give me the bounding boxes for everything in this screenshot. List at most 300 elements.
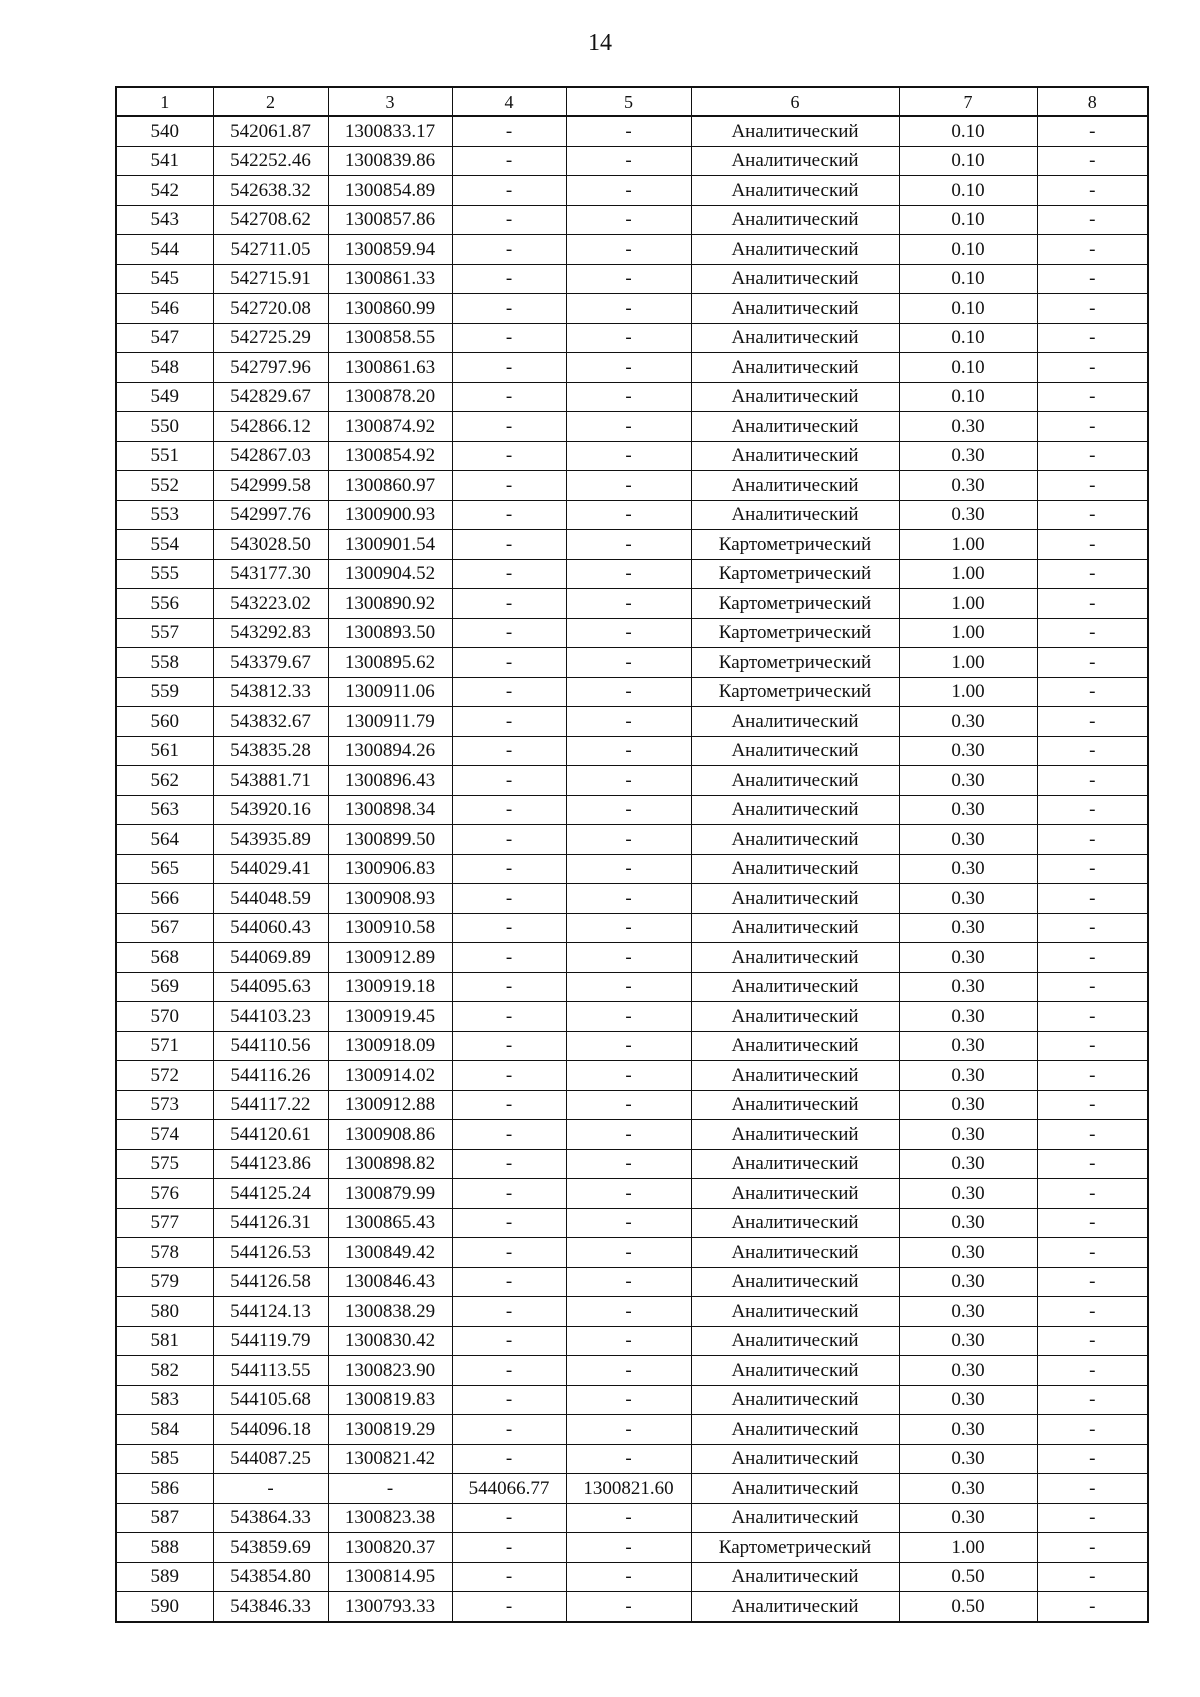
table-cell: 544029.41: [213, 854, 328, 884]
table-cell: -: [1037, 1592, 1148, 1622]
table-row: [116, 677, 1148, 707]
table-cell: -: [452, 1415, 566, 1445]
table-row: [116, 1326, 1148, 1356]
table-cell: 552: [116, 471, 213, 501]
table-cell: -: [1037, 500, 1148, 530]
column-header: 3: [328, 87, 452, 116]
table-cell: -: [566, 589, 691, 619]
table-cell: -: [452, 264, 566, 294]
table-cell: 542866.12: [213, 412, 328, 442]
table-cell: 572: [116, 1061, 213, 1091]
table-cell: 549: [116, 382, 213, 412]
table-cell: 1300857.86: [328, 205, 452, 235]
table-cell: -: [452, 323, 566, 353]
table-cell: 567: [116, 913, 213, 943]
table-cell: -: [452, 1238, 566, 1268]
table-cell: 0.10: [899, 205, 1037, 235]
table-cell: -: [452, 205, 566, 235]
table-cell: 543920.16: [213, 795, 328, 825]
table-cell: -: [566, 1179, 691, 1209]
table-cell: 559: [116, 677, 213, 707]
table-cell: 0.30: [899, 972, 1037, 1002]
table-cell: 0.10: [899, 116, 1037, 146]
table-row: [116, 441, 1148, 471]
table-cell: 0.30: [899, 1090, 1037, 1120]
table-cell: 581: [116, 1326, 213, 1356]
table-cell: 1300912.89: [328, 943, 452, 973]
table-cell: 547: [116, 323, 213, 353]
page-number: 14: [588, 30, 612, 56]
table-cell: -: [1037, 1385, 1148, 1415]
table-cell: -: [566, 146, 691, 176]
table-cell: -: [452, 559, 566, 589]
table-row: [116, 943, 1148, 973]
table-cell: -: [566, 1385, 691, 1415]
table-cell: Аналитический: [691, 382, 899, 412]
table-cell: 558: [116, 648, 213, 678]
table-cell: -: [452, 1179, 566, 1209]
table-cell: -: [452, 1090, 566, 1120]
table-cell: -: [1037, 382, 1148, 412]
table-row: [116, 854, 1148, 884]
table-cell: -: [1037, 795, 1148, 825]
table-cell: 543292.83: [213, 618, 328, 648]
table-cell: -: [1037, 1061, 1148, 1091]
table-cell: 542997.76: [213, 500, 328, 530]
table-cell: 543812.33: [213, 677, 328, 707]
table-cell: -: [566, 353, 691, 383]
table-row: [116, 500, 1148, 530]
table-cell: 548: [116, 353, 213, 383]
table-cell: Аналитический: [691, 1297, 899, 1327]
table-cell: -: [566, 1356, 691, 1386]
table-cell: -: [566, 884, 691, 914]
table-cell: -: [452, 648, 566, 678]
table-cell: -: [1037, 530, 1148, 560]
table-cell: -: [1037, 1444, 1148, 1474]
table-cell: -: [452, 471, 566, 501]
table-cell: 1300849.42: [328, 1238, 452, 1268]
table-cell: -: [566, 205, 691, 235]
table-cell: -: [1037, 1031, 1148, 1061]
table-cell: -: [1037, 943, 1148, 973]
table-cell: 579: [116, 1267, 213, 1297]
table-cell: 0.50: [899, 1592, 1037, 1622]
table-cell: 544060.43: [213, 913, 328, 943]
table-cell: -: [1037, 1120, 1148, 1150]
table-cell: 542061.87: [213, 116, 328, 146]
table-cell: 0.30: [899, 766, 1037, 796]
table-cell: 578: [116, 1238, 213, 1268]
table-cell: -: [213, 1474, 328, 1504]
table-row: [116, 1238, 1148, 1268]
table-body: [116, 116, 1148, 1622]
table-cell: -: [1037, 1297, 1148, 1327]
table-cell: 551: [116, 441, 213, 471]
table-cell: 0.10: [899, 294, 1037, 324]
table-cell: -: [452, 1444, 566, 1474]
table-cell: -: [1037, 1562, 1148, 1592]
table-cell: -: [452, 972, 566, 1002]
table-cell: -: [1037, 1002, 1148, 1032]
table-cell: Аналитический: [691, 176, 899, 206]
table-cell: 544126.31: [213, 1208, 328, 1238]
table-row: [116, 559, 1148, 589]
table-cell: Аналитический: [691, 825, 899, 855]
table-cell: -: [452, 589, 566, 619]
table-cell: 542797.96: [213, 353, 328, 383]
table-cell: 544113.55: [213, 1356, 328, 1386]
table-cell: -: [452, 353, 566, 383]
table-cell: 543881.71: [213, 766, 328, 796]
table-cell: 0.30: [899, 1002, 1037, 1032]
table-cell: 580: [116, 1297, 213, 1327]
table-cell: -: [452, 500, 566, 530]
table-cell: 1300898.34: [328, 795, 452, 825]
table-cell: Аналитический: [691, 766, 899, 796]
table-cell: -: [1037, 471, 1148, 501]
table-cell: -: [452, 1533, 566, 1563]
table-cell: 0.30: [899, 500, 1037, 530]
table-row: [116, 972, 1148, 1002]
table-cell: -: [452, 116, 566, 146]
table-cell: 0.30: [899, 412, 1037, 442]
table-cell: 0.30: [899, 884, 1037, 914]
table-cell: Аналитический: [691, 1267, 899, 1297]
table-cell: 544126.53: [213, 1238, 328, 1268]
table-cell: -: [1037, 1503, 1148, 1533]
table-cell: 543864.33: [213, 1503, 328, 1533]
table-cell: -: [566, 972, 691, 1002]
table-cell: 577: [116, 1208, 213, 1238]
table-cell: 560: [116, 707, 213, 737]
table-cell: 553: [116, 500, 213, 530]
table-cell: 0.30: [899, 795, 1037, 825]
table-row: [116, 323, 1148, 353]
table-cell: -: [566, 1267, 691, 1297]
table-row: [116, 1356, 1148, 1386]
table-cell: 1.00: [899, 677, 1037, 707]
table-cell: -: [566, 1533, 691, 1563]
table-cell: 576: [116, 1179, 213, 1209]
table-cell: -: [566, 1238, 691, 1268]
table-cell: 544119.79: [213, 1326, 328, 1356]
table-cell: Аналитический: [691, 1090, 899, 1120]
table-cell: -: [1037, 1238, 1148, 1268]
table-cell: 554: [116, 530, 213, 560]
table-cell: -: [452, 382, 566, 412]
table-cell: 1300860.99: [328, 294, 452, 324]
table-cell: 0.10: [899, 176, 1037, 206]
table-cell: 544066.77: [452, 1474, 566, 1504]
table-cell: 0.30: [899, 1297, 1037, 1327]
table-cell: 0.30: [899, 1179, 1037, 1209]
table-cell: 0.30: [899, 1415, 1037, 1445]
table-cell: -: [452, 146, 566, 176]
table-cell: -: [452, 825, 566, 855]
table-cell: 0.30: [899, 943, 1037, 973]
table-row: [116, 913, 1148, 943]
table-cell: 544069.89: [213, 943, 328, 973]
table-cell: 1300904.52: [328, 559, 452, 589]
table-cell: Картометрический: [691, 559, 899, 589]
table-cell: -: [452, 1149, 566, 1179]
table-cell: -: [566, 1297, 691, 1327]
table-cell: Аналитический: [691, 795, 899, 825]
table-cell: -: [566, 1120, 691, 1150]
table-cell: -: [1037, 264, 1148, 294]
column-header: 1: [116, 87, 213, 116]
table-cell: 1300823.38: [328, 1503, 452, 1533]
table-cell: 562: [116, 766, 213, 796]
table-cell: 544095.63: [213, 972, 328, 1002]
table-row: [116, 1061, 1148, 1091]
table-cell: 1300911.79: [328, 707, 452, 737]
table-cell: 1300912.88: [328, 1090, 452, 1120]
table-cell: 1300901.54: [328, 530, 452, 560]
table-row: [116, 589, 1148, 619]
table-cell: 1300793.33: [328, 1592, 452, 1622]
table-cell: -: [1037, 884, 1148, 914]
table-cell: -: [452, 1385, 566, 1415]
table-cell: -: [1037, 441, 1148, 471]
table-cell: 0.30: [899, 1385, 1037, 1415]
table-cell: Аналитический: [691, 972, 899, 1002]
table-row: [116, 146, 1148, 176]
table-cell: -: [566, 441, 691, 471]
table-cell: -: [452, 1592, 566, 1622]
table-cell: 1.00: [899, 589, 1037, 619]
table-cell: -: [452, 766, 566, 796]
table-row: [116, 1474, 1148, 1504]
table-cell: Аналитический: [691, 1208, 899, 1238]
table-cell: 542: [116, 176, 213, 206]
table-cell: Аналитический: [691, 353, 899, 383]
table-row: [116, 1444, 1148, 1474]
table-cell: -: [1037, 1179, 1148, 1209]
table-cell: 542720.08: [213, 294, 328, 324]
table-cell: 544103.23: [213, 1002, 328, 1032]
table-cell: 544110.56: [213, 1031, 328, 1061]
table-cell: 0.30: [899, 1267, 1037, 1297]
table-cell: 543028.50: [213, 530, 328, 560]
table-cell: 1300918.09: [328, 1031, 452, 1061]
table-cell: Картометрический: [691, 1533, 899, 1563]
table-cell: 0.10: [899, 323, 1037, 353]
table-cell: -: [566, 736, 691, 766]
column-header: 8: [1037, 87, 1148, 116]
table-cell: 543379.67: [213, 648, 328, 678]
table-cell: Картометрический: [691, 648, 899, 678]
table-cell: 1300919.45: [328, 1002, 452, 1032]
table-cell: 544126.58: [213, 1267, 328, 1297]
table-cell: -: [566, 1090, 691, 1120]
table-cell: -: [566, 1562, 691, 1592]
table-cell: -: [452, 1061, 566, 1091]
table-cell: -: [566, 1002, 691, 1032]
table-cell: Аналитический: [691, 1503, 899, 1533]
table-cell: -: [1037, 1267, 1148, 1297]
table-row: [116, 382, 1148, 412]
table-cell: 0.30: [899, 441, 1037, 471]
table-row: [116, 1385, 1148, 1415]
table-cell: 543854.80: [213, 1562, 328, 1592]
table-cell: 1300911.06: [328, 677, 452, 707]
table-cell: -: [1037, 766, 1148, 796]
table-cell: 590: [116, 1592, 213, 1622]
table-cell: 1300860.97: [328, 471, 452, 501]
table-cell: 544: [116, 235, 213, 265]
table-cell: -: [566, 618, 691, 648]
table-cell: Аналитический: [691, 1031, 899, 1061]
table-cell: 587: [116, 1503, 213, 1533]
column-header: 2: [213, 87, 328, 116]
table-cell: -: [566, 1444, 691, 1474]
table-cell: -: [452, 441, 566, 471]
table-cell: Аналитический: [691, 884, 899, 914]
table-cell: 1300898.82: [328, 1149, 452, 1179]
table-cell: 1300894.26: [328, 736, 452, 766]
table-cell: Аналитический: [691, 1415, 899, 1445]
table-cell: -: [452, 884, 566, 914]
table-cell: -: [1037, 205, 1148, 235]
table-cell: Аналитический: [691, 943, 899, 973]
table-cell: 1300910.58: [328, 913, 452, 943]
table-cell: 0.10: [899, 146, 1037, 176]
table-row: [116, 1415, 1148, 1445]
table-cell: 0.30: [899, 913, 1037, 943]
table-cell: 0.10: [899, 264, 1037, 294]
table-row: [116, 1208, 1148, 1238]
table-cell: 0.30: [899, 1149, 1037, 1179]
table-cell: -: [566, 530, 691, 560]
table-cell: 543859.69: [213, 1533, 328, 1563]
table-cell: Аналитический: [691, 1002, 899, 1032]
table-cell: Аналитический: [691, 323, 899, 353]
table-cell: -: [566, 1149, 691, 1179]
table-cell: 1.00: [899, 530, 1037, 560]
table-cell: 0.30: [899, 736, 1037, 766]
table-row: [116, 1179, 1148, 1209]
table-cell: -: [566, 471, 691, 501]
table-cell: -: [452, 1002, 566, 1032]
table-cell: -: [452, 1503, 566, 1533]
table-cell: 544116.26: [213, 1061, 328, 1091]
table-cell: -: [1037, 1356, 1148, 1386]
table-cell: 0.10: [899, 235, 1037, 265]
table-row: [116, 736, 1148, 766]
column-header: 6: [691, 87, 899, 116]
table-cell: 557: [116, 618, 213, 648]
table-cell: Аналитический: [691, 1356, 899, 1386]
table-cell: -: [452, 943, 566, 973]
table-cell: 0.10: [899, 382, 1037, 412]
table-cell: Аналитический: [691, 1149, 899, 1179]
table-row: [116, 205, 1148, 235]
table-cell: -: [1037, 146, 1148, 176]
column-header: 7: [899, 87, 1037, 116]
table-cell: -: [452, 736, 566, 766]
table-cell: -: [452, 795, 566, 825]
table-cell: Картометрический: [691, 618, 899, 648]
table-cell: 1300838.29: [328, 1297, 452, 1327]
table-cell: 542999.58: [213, 471, 328, 501]
table-cell: -: [566, 707, 691, 737]
table-cell: -: [452, 1297, 566, 1327]
table-cell: -: [566, 943, 691, 973]
table-row: [116, 648, 1148, 678]
table-cell: 1300819.29: [328, 1415, 452, 1445]
table-cell: 542711.05: [213, 235, 328, 265]
table-cell: 1300839.86: [328, 146, 452, 176]
table-cell: -: [1037, 677, 1148, 707]
table-cell: Картометрический: [691, 677, 899, 707]
table-cell: Аналитический: [691, 1385, 899, 1415]
table-cell: -: [566, 559, 691, 589]
table-row: [116, 264, 1148, 294]
table-cell: 584: [116, 1415, 213, 1445]
table-cell: Аналитический: [691, 294, 899, 324]
table-cell: -: [566, 677, 691, 707]
table-cell: 555: [116, 559, 213, 589]
column-header: 4: [452, 87, 566, 116]
table-cell: Аналитический: [691, 1592, 899, 1622]
table-cell: 544117.22: [213, 1090, 328, 1120]
table-cell: 542725.29: [213, 323, 328, 353]
table-cell: 541: [116, 146, 213, 176]
table-cell: 544096.18: [213, 1415, 328, 1445]
table-cell: 0.30: [899, 1120, 1037, 1150]
table-cell: Аналитический: [691, 854, 899, 884]
table-cell: 543177.30: [213, 559, 328, 589]
table-cell: -: [452, 1356, 566, 1386]
table-cell: -: [452, 235, 566, 265]
table-cell: 542638.32: [213, 176, 328, 206]
table-cell: Аналитический: [691, 1326, 899, 1356]
table-cell: -: [566, 235, 691, 265]
table-cell: -: [566, 913, 691, 943]
table-cell: 543832.67: [213, 707, 328, 737]
table-cell: Аналитический: [691, 1444, 899, 1474]
table-cell: 543935.89: [213, 825, 328, 855]
table-cell: 1300854.89: [328, 176, 452, 206]
table-cell: 544125.24: [213, 1179, 328, 1209]
table-cell: Аналитический: [691, 264, 899, 294]
table-row: [116, 1562, 1148, 1592]
table-cell: 563: [116, 795, 213, 825]
table-cell: 1300861.33: [328, 264, 452, 294]
table-cell: Аналитический: [691, 205, 899, 235]
table-cell: -: [566, 766, 691, 796]
coordinates-table: [115, 86, 1149, 1623]
table-cell: Аналитический: [691, 913, 899, 943]
table-cell: 1300820.37: [328, 1533, 452, 1563]
table-cell: 575: [116, 1149, 213, 1179]
table-cell: -: [566, 412, 691, 442]
table-cell: 569: [116, 972, 213, 1002]
table-cell: 0.30: [899, 1061, 1037, 1091]
table-cell: 0.30: [899, 1474, 1037, 1504]
table-cell: -: [452, 530, 566, 560]
table-cell: -: [452, 707, 566, 737]
table-cell: -: [1037, 116, 1148, 146]
table-cell: 0.30: [899, 825, 1037, 855]
table-cell: 1300879.99: [328, 1179, 452, 1209]
table-cell: 1300890.92: [328, 589, 452, 619]
table-cell: -: [1037, 972, 1148, 1002]
table-cell: -: [1037, 736, 1148, 766]
table-cell: -: [1037, 648, 1148, 678]
